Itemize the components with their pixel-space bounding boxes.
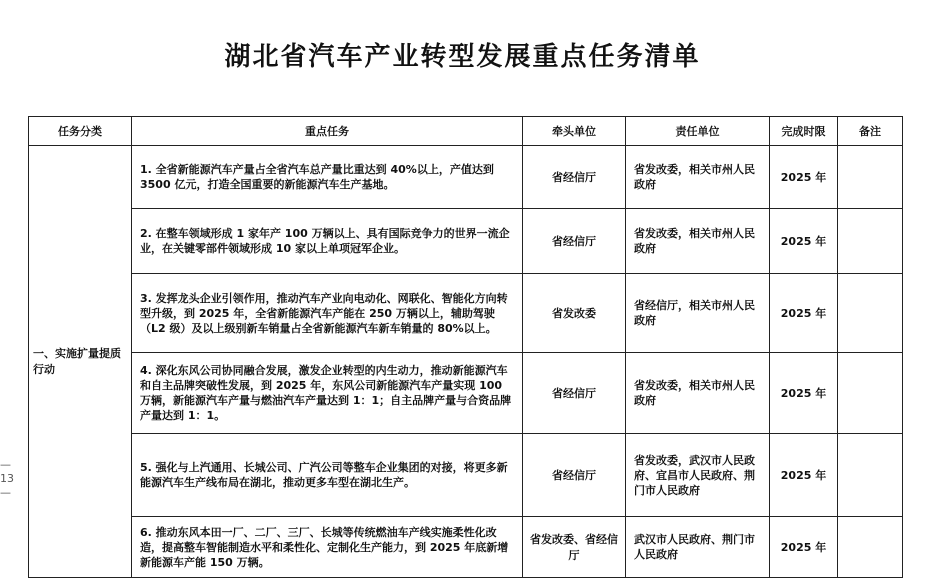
category-cell: 一、实施扩量提质行动: [29, 146, 132, 578]
remarks-cell: [838, 274, 903, 353]
task-cell: 4. 深化东风公司协同融合发展，激发企业转型的内生动力，推动新能源汽车和自主品牌突破性发展，到 2025 年，东风公司新能源汽车产量实现 100 万辆，新能源汽车产量与燃油汽车产量达到 1：1；自主品牌产量与合资品牌产量达到 1：1。: [132, 353, 523, 434]
deadline-cell: 2025 年: [770, 209, 838, 274]
lead-cell: 省发改委: [523, 274, 626, 353]
remarks-cell: [838, 146, 903, 209]
page-number-dash-top: —: [0, 458, 11, 471]
table-row: [29, 209, 903, 274]
lead-cell: 省经信厅: [523, 434, 626, 517]
responsible-cell: 省发改委，相关市州人民政府: [626, 353, 770, 434]
task-cell: 3. 发挥龙头企业引领作用，推动汽车产业向电动化、网联化、智能化方向转型升级，到 2025 年，全省新能源汽车产能在 250 万辆以上，辅助驾驶（L2 级）及以上级别新车销量占全省新能源汽车新车销量的 80%以上。: [132, 274, 523, 353]
page-number: [0, 458, 14, 548]
remarks-cell: [838, 353, 903, 434]
table-header-row: [29, 117, 903, 146]
task-cell: 6. 推动东风本田一厂、二厂、三厂、长城等传统燃油车产线实施柔性化改造，提高整车智能制造水平和柔性化、定制化生产能力，到 2025 年底新增新能源车产能 150 万辆。: [132, 517, 523, 578]
header-deadline: 完成时限: [770, 117, 838, 146]
header-responsible: 责任单位: [626, 117, 770, 146]
header-lead: 牵头单位: [523, 117, 626, 146]
page-number-value: 13: [0, 472, 14, 485]
task-table: [28, 116, 903, 578]
table-row: [29, 434, 903, 517]
responsible-cell: 省经信厅，相关市州人民政府: [626, 274, 770, 353]
deadline-cell: 2025 年: [770, 434, 838, 517]
table-row: [29, 353, 903, 434]
responsible-cell: 省发改委，武汉市人民政府、宜昌市人民政府、荆门市人民政府: [626, 434, 770, 517]
responsible-cell: 省发改委，相关市州人民政府: [626, 146, 770, 209]
table-row: [29, 274, 903, 353]
lead-cell: 省发改委、省经信厅: [523, 517, 626, 578]
responsible-cell: 省发改委，相关市州人民政府: [626, 209, 770, 274]
deadline-cell: 2025 年: [770, 517, 838, 578]
task-cell: 2. 在整车领域形成 1 家年产 100 万辆以上、具有国际竞争力的世界一流企业，在关键零部件领域形成 10 家以上单项冠军企业。: [132, 209, 523, 274]
remarks-cell: [838, 209, 903, 274]
remarks-cell: [838, 434, 903, 517]
deadline-cell: 2025 年: [770, 353, 838, 434]
header-remarks: 备注: [838, 117, 903, 146]
lead-cell: 省经信厅: [523, 209, 626, 274]
table-row: [29, 146, 903, 209]
lead-cell: 省经信厅: [523, 353, 626, 434]
table-row: [29, 517, 903, 578]
lead-cell: 省经信厅: [523, 146, 626, 209]
header-task: 重点任务: [132, 117, 523, 146]
deadline-cell: 2025 年: [770, 274, 838, 353]
remarks-cell: [838, 517, 903, 578]
responsible-cell: 武汉市人民政府、荆门市人民政府: [626, 517, 770, 578]
page-number-dash-bottom: —: [0, 486, 11, 499]
page-title: 湖北省汽车产业转型发展重点任务清单: [224, 42, 701, 72]
task-cell: 1. 全省新能源汽车产量占全省汽车总产量比重达到 40%以上，产值达到 3500 亿元，打造全国重要的新能源汽车生产基地。: [132, 146, 523, 209]
header-category: 任务分类: [29, 117, 132, 146]
deadline-cell: 2025 年: [770, 146, 838, 209]
task-cell: 5. 强化与上汽通用、长城公司、广汽公司等整车企业集团的对接，将更多新能源汽车生产线布局在湖北，推动更多车型在湖北生产。: [132, 434, 523, 517]
